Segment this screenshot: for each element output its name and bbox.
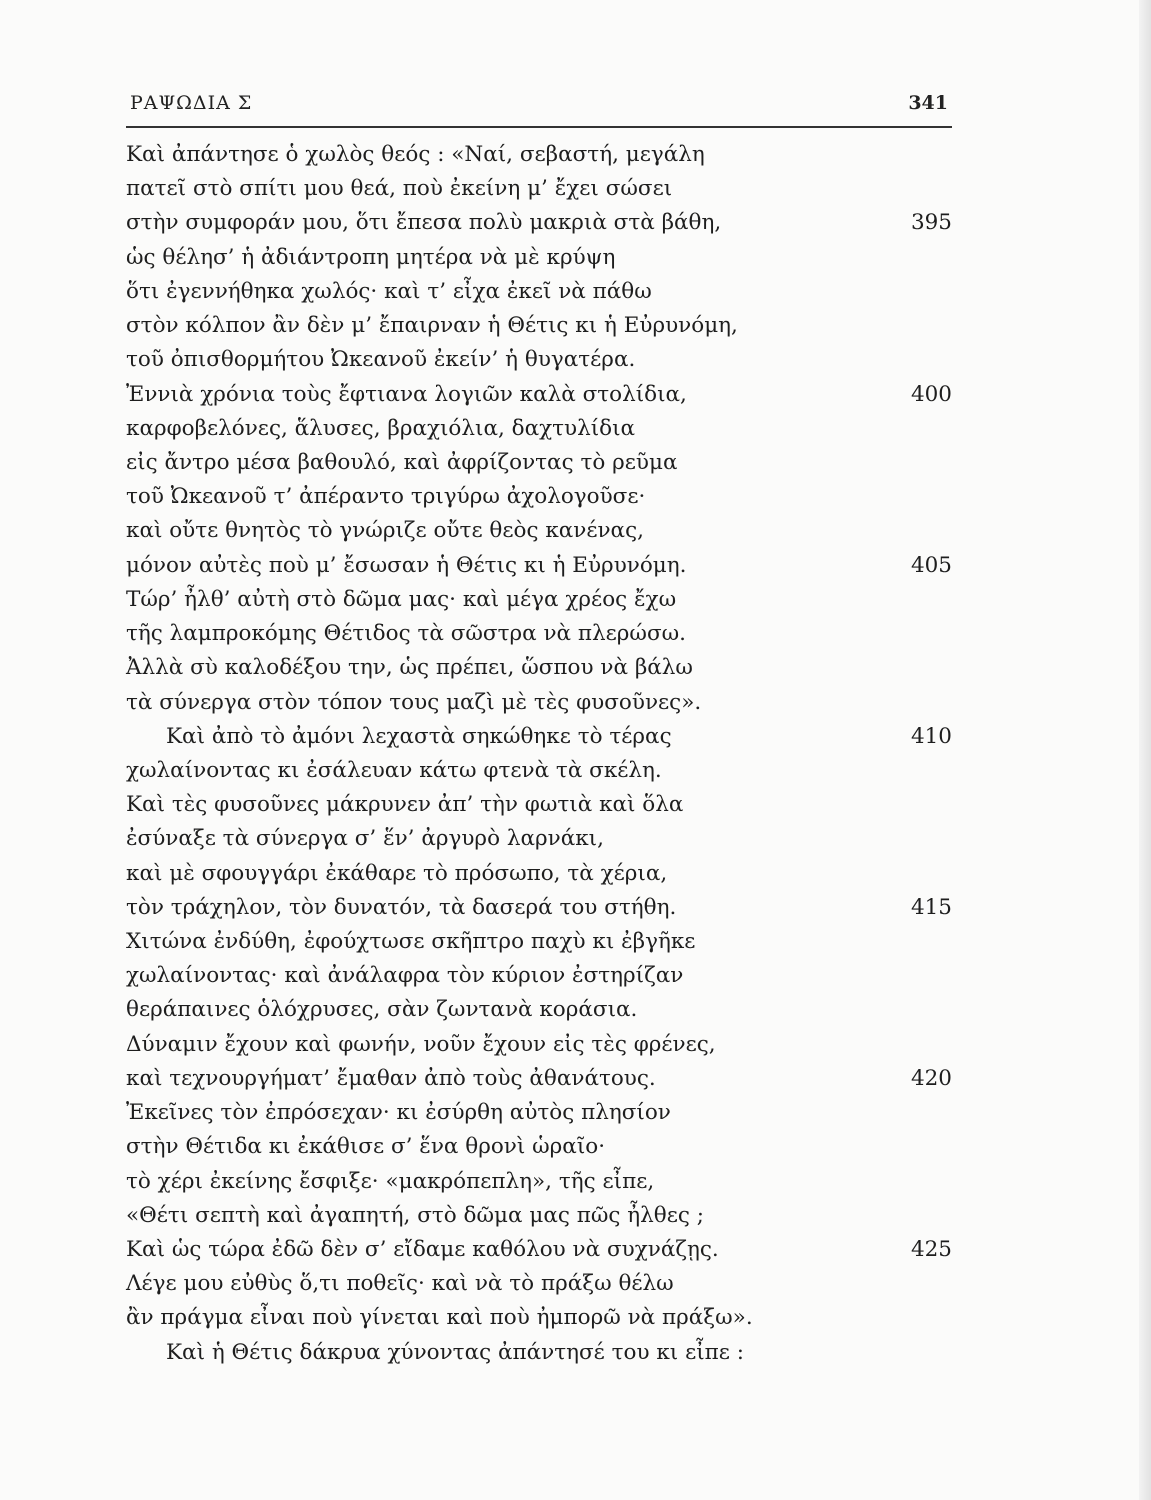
verse-line-text: Χιτώνα ἐνδύθη, ἐφούχτωσε σκῆπτρο παχὺ κι ἐβγῆκε [126,929,696,955]
verse-line [126,343,952,377]
verse-line [126,1165,952,1199]
page-number: 341 [908,92,948,114]
verse-line-text: Λέγε μου εὐθὺς ὅ,τι ποθεῖς· καὶ νὰ τὸ πράξω θέλω [126,1271,674,1297]
verse-line-text: τοῦ ὀπισθορμήτου Ὠκεανοῦ ἐκείν’ ἡ θυγατέρα. [126,347,636,373]
verse-line [126,378,952,412]
verse-line [126,617,952,651]
verse-line-text: Καὶ ὡς τώρα ἐδῶ δὲν σ’ εἴδαμε καθόλου νὰ συχνάζῃς. [126,1237,719,1262]
verse-line-text: θεράπαινες ὁλόχρυσες, σὰν ζωντανὰ κοράσια. [126,997,638,1023]
verse-line [126,206,952,240]
line-number: 420 [910,1065,952,1091]
verse-line [126,925,952,959]
verse-line-text: «Θέτι σεπτὴ καὶ ἀγαπητή, στὸ δῶμα μας πῶς ἦλθες ; [126,1202,704,1228]
verse-line-text: τοῦ Ὠκεανοῦ τ’ ἀπέραντο τριγύρω ἀχολογοῦσε· [126,484,646,510]
verse-line-text: καὶ οὔτε θνητὸς τὸ γνώριζε οὔτε θεὸς κανένας, [126,518,644,544]
verse-line-text: Καὶ ἡ Θέτις δάκρυα χύνοντας ἀπάντησέ του κι εἶπε : [166,1339,744,1365]
line-number: 400 [910,381,952,407]
verse-line-text: πατεῖ στὸ σπίτι μου θεά, ποὺ ἐκείνη μ’ ἔχει σώσει [126,176,673,202]
verse-line-text: χωλαίνοντας κι ἐσάλευαν κάτω φτενὰ τὰ σκέλη. [126,757,662,783]
verse-line-text: Καὶ τὲς φυσοῦνες μάκρυνεν ἀπ’ τὴν φωτιὰ καὶ ὅλα [126,792,684,818]
verse-line [126,1301,952,1335]
verse-line [126,1130,952,1164]
verse-line-text: Ἐκεῖνες τὸν ἐπρόσεχαν· κι ἐσύρθη αὐτὸς πλησίον [126,1100,671,1126]
verse-line-text: τὸν τράχηλον, τὸν δυνατόν, τὰ δασερά του στήθη. [126,894,677,920]
verse-text-block [126,138,952,1370]
verse-line [126,1062,952,1096]
line-number: 405 [910,552,952,578]
page-edge-shadow [1139,0,1151,1500]
verse-line [126,275,952,309]
verse-line [126,891,952,925]
verse-line [126,549,952,583]
verse-line-text: χωλαίνοντας· καὶ ἀνάλαφρα τὸν κύριον ἐστηρίζαν [126,963,684,989]
verse-line [126,1028,952,1062]
verse-line [126,1233,952,1267]
line-number: 425 [910,1237,952,1262]
verse-line-text: καὶ τεχνουργήματ’ ἔμαθαν ἀπὸ τοὺς ἀθανάτους. [126,1065,656,1091]
running-head: ΡΑΨΩΔΙΑ Σ [130,92,253,114]
verse-line [126,583,952,617]
verse-line-text: Τώρ’ ἦλθ’ αὐτὴ στὸ δῶμα μας· καὶ μέγα χρέος ἔχω [126,586,677,612]
verse-line [126,309,952,343]
verse-line [126,1199,952,1233]
verse-line-text: στὴν Θέτιδα κι ἐκάθισε σ’ ἕνα θρονὶ ὡραῖο· [126,1134,606,1160]
verse-line [126,446,952,480]
verse-line-text: ὅτι ἐγεννήθηκα χωλός· καὶ τ’ εἶχα ἐκεῖ νὰ πάθω [126,278,652,304]
verse-line [126,857,952,891]
verse-line-text: τῆς λαμπροκόμης Θέτιδος τὰ σῶστρα νὰ πλερώσω. [126,621,686,647]
verse-line [126,1336,952,1370]
verse-line-text: ὡς θέλησ’ ἡ ἀδιάντροπη μητέρα νὰ μὲ κρύψη [126,244,616,270]
verse-line [126,959,952,993]
verse-line-text: στὸν κόλπον ἂν δὲν μ’ ἔπαιρναν ἡ Θέτις κι ἡ Εὐρυνόμη, [126,313,738,339]
verse-line [126,172,952,206]
page-header [126,86,952,128]
verse-line-text: τὰ σύνεργα στὸν τόπον τους μαζὶ μὲ τὲς φυσοῦνες». [126,689,702,715]
verse-line-text: μόνον αὐτὲς ποὺ μ’ ἔσωσαν ἡ Θέτις κι ἡ Εὐρυνόμη. [126,552,687,578]
verse-line [126,720,952,754]
verse-line [126,822,952,856]
verse-line [126,651,952,685]
verse-line [126,138,952,172]
verse-line [126,514,952,548]
verse-line [126,412,952,446]
verse-line [126,1267,952,1301]
verse-line [126,241,952,275]
verse-line-text: στὴν συμφοράν μου, ὅτι ἔπεσα πολὺ μακριὰ στὰ βάθη, [126,210,722,236]
verse-line-text: Ἀλλὰ σὺ καλοδέξου την, ὡς πρέπει, ὥσπου νὰ βάλω [126,655,693,681]
verse-line [126,754,952,788]
verse-line-text: τὸ χέρι ἐκείνης ἔσφιξε· «μακρόπεπλη», τῆς εἶπε, [126,1168,655,1194]
verse-line [126,686,952,720]
line-number: 410 [910,723,952,749]
verse-line-text: Καὶ ἀπάντησε ὁ χωλὸς θεός : «Ναί, σεβαστή, μεγάλη [126,142,705,167]
verse-line-text: Δύναμιν ἔχουν καὶ φωνήν, νοῦν ἔχουν εἰς τὲς φρένες, [126,1031,716,1057]
verse-line-text: ἂν πράγμα εἶναι ποὺ γίνεται καὶ ποὺ ἠμπορῶ νὰ πράξω». [126,1305,753,1331]
verse-line-text: Ἐννιὰ χρόνια τοὺς ἔφτιανα λογιῶν καλὰ στολίδια, [126,381,687,407]
verse-line [126,993,952,1027]
verse-line-text: εἰς ἄντρο μέσα βαθουλό, καὶ ἀφρίζοντας τὸ ρεῦμα [126,449,678,475]
line-number: 395 [910,210,952,236]
verse-line-text: καρφοβελόνες, ἅλυσες, βραχιόλια, δαχτυλίδια [126,415,636,441]
verse-line [126,788,952,822]
verse-line [126,480,952,514]
verse-line-text: ἐσύναξε τὰ σύνεργα σ’ ἕν’ ἀργυρὸ λαρνάκι, [126,826,604,852]
line-number: 415 [910,894,952,920]
verse-line-text: Καὶ ἀπὸ τὸ ἀμόνι λεχαστὰ σηκώθηκε τὸ τέρας [166,723,672,749]
verse-line-text: καὶ μὲ σφουγγάρι ἐκάθαρε τὸ πρόσωπο, τὰ χέρια, [126,860,668,886]
verse-line [126,1096,952,1130]
